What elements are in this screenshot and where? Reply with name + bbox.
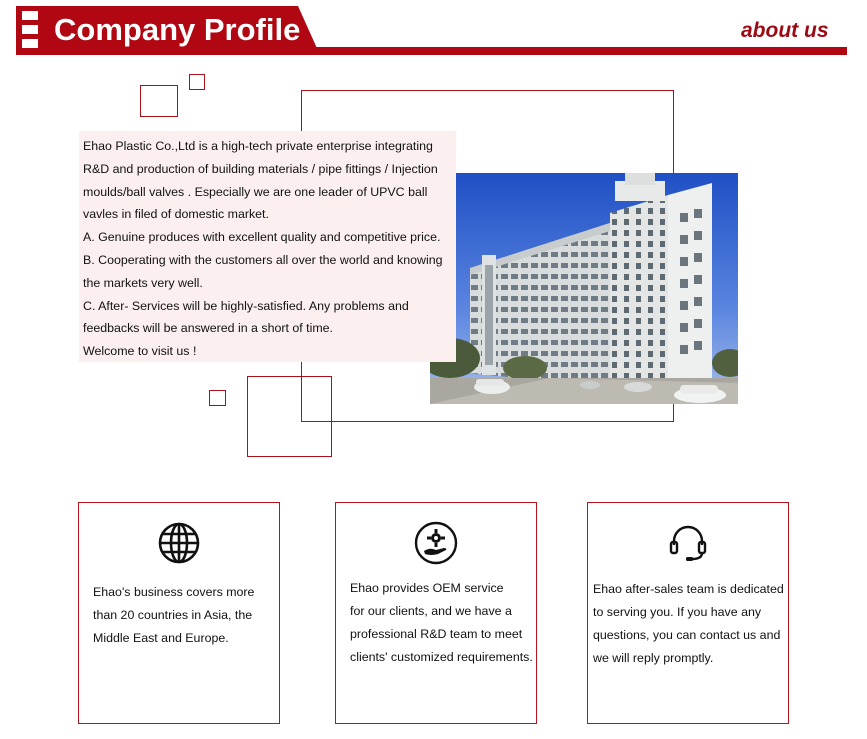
intro-line: Welcome to visit us ! — [83, 344, 197, 359]
feature-card-service — [587, 502, 789, 724]
feature-card-oem — [335, 502, 537, 724]
headset-icon — [666, 521, 710, 570]
intro-line: vavles in filed of domestic market. — [83, 207, 269, 222]
company-intro — [79, 131, 456, 362]
card-line: for our clients, and we have a — [350, 604, 512, 618]
card-line: professional R&D team to meet — [350, 627, 523, 641]
card-text — [593, 578, 784, 670]
company-building-photo — [430, 173, 738, 404]
intro-line: A. Genuine produces with excellent quality and competitive price. — [83, 230, 441, 245]
deco-square — [247, 376, 332, 457]
feature-card-global — [78, 502, 280, 724]
card-text — [350, 577, 533, 669]
globe-icon — [157, 521, 201, 570]
header-stripes-icon — [22, 11, 38, 49]
card-line: Ehao after-sales team is dedicated — [593, 582, 784, 596]
deco-square — [189, 74, 205, 90]
page-title: Company Profile — [54, 12, 301, 47]
card-line: we will reply promptly. — [593, 651, 714, 665]
card-line: Ehao's business covers more — [93, 585, 255, 599]
card-text — [93, 581, 254, 650]
intro-line: the markets very well. — [83, 275, 203, 290]
gear-hand-icon — [414, 521, 458, 570]
card-line: to serving you. If you have any — [593, 605, 762, 619]
intro-line: C. After- Services will be highly-satisfied. Any problems and — [83, 298, 409, 313]
deco-square — [209, 390, 226, 406]
card-line: clients' customized requirements. — [350, 650, 533, 664]
intro-line: feedbacks will be answered in a short of time. — [83, 321, 334, 336]
section-subtitle: about us — [741, 19, 829, 42]
intro-line: Ehao Plastic Co.,Ltd is a high-tech private enterprise integrating — [83, 139, 433, 153]
intro-line: R&D and production of building materials / pipe fittings / Injection — [83, 161, 438, 176]
intro-line: B. Cooperating with the customers all over the world and knowing — [83, 252, 443, 267]
card-line: than 20 countries in Asia, the — [93, 608, 253, 622]
card-line: questions, you can contact us and — [593, 628, 781, 642]
card-line: Middle East and Europe. — [93, 631, 229, 645]
intro-line: moulds/ball valves . Especially we are one leader of UPVC ball — [83, 184, 428, 199]
card-line: Ehao provides OEM service — [350, 581, 504, 595]
deco-square — [140, 85, 178, 117]
